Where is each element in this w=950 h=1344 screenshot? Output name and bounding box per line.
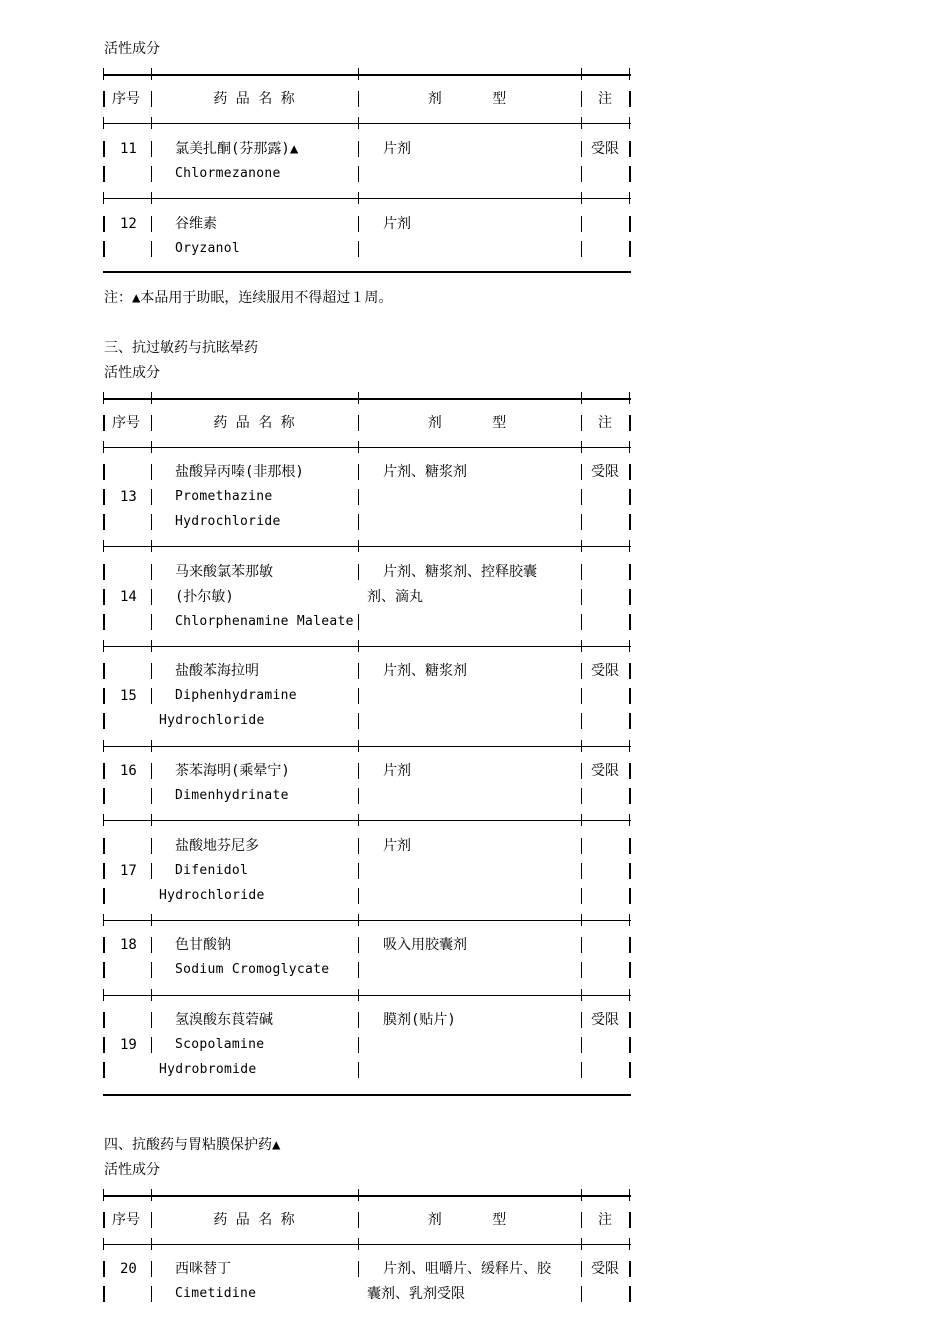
dosage-form: 囊剂、乳剂受限 [367,1286,465,1302]
rule-cross-tick [629,540,630,552]
table-bottom-rule [103,271,631,273]
right-border-segment [629,91,631,107]
column-separator [358,514,359,530]
column-separator [581,688,582,704]
right-border-segment [629,514,631,530]
right-border-segment [629,464,631,480]
rule-cross-tick [629,1238,630,1250]
column-separator [358,1012,359,1028]
rule-cross-tick [358,1238,359,1250]
dosage-form: 片剂、咀嚼片、缓释片、胶 [383,1261,551,1277]
drug-name-en: Oryzanol [175,241,241,256]
rule-cross-tick [581,117,582,129]
rule-cross-tick [629,989,630,1001]
right-border-segment [629,589,631,605]
rule-cross-tick [358,914,359,926]
header-drug-name: 药 品 名 称 [213,91,295,107]
rule-cross-tick [629,1189,630,1201]
rule-cross-tick [103,814,104,826]
left-border-segment [103,91,105,107]
rule-cross-tick [151,68,152,80]
rule-cross-tick [151,441,152,453]
dosage-form: 片剂、糖浆剂 [383,464,467,480]
left-border-segment [103,888,105,904]
rule-cross-tick [358,814,359,826]
drug-name-cn: 盐酸苯海拉明 [175,663,259,679]
header-note: 注 [598,91,612,107]
left-border-segment [103,1286,105,1302]
right-border-segment [629,663,631,679]
rule-cross-tick [358,441,359,453]
column-separator [358,166,359,182]
drug-name-cn: 色甘酸钠 [175,937,231,953]
column-separator [358,241,359,257]
row-number: 14 [120,589,137,605]
rule-cross-tick [103,392,104,404]
column-separator [581,166,582,182]
left-border-segment [103,1261,105,1277]
column-separator [151,1261,152,1277]
right-border-segment [629,1261,631,1277]
row-rule [103,746,631,747]
rule-cross-tick [103,914,104,926]
dosage-form: 片剂 [383,216,411,232]
row-rule [103,646,631,647]
section-subtitle: 活性成分 [104,41,160,57]
row-rule [103,198,631,199]
column-separator [358,415,359,431]
drug-name-en: Difenidol [175,863,249,878]
right-border-segment [629,838,631,854]
header-bottom-rule [103,447,631,448]
left-border-segment [103,663,105,679]
right-border-segment [629,1037,631,1053]
left-border-segment [103,688,105,704]
left-border-segment [103,166,105,182]
column-separator [358,888,359,904]
right-border-segment [629,564,631,580]
header-dosage-form: 剂 型 [427,415,507,431]
right-border-segment [629,1212,631,1228]
column-separator [151,788,152,804]
left-border-segment [103,241,105,257]
rule-cross-tick [103,540,104,552]
header-drug-name: 药 品 名 称 [213,1212,295,1228]
column-separator [581,713,582,729]
right-border-segment [629,614,631,630]
right-border-segment [629,763,631,779]
column-separator [581,663,582,679]
left-border-segment [103,1037,105,1053]
column-separator [581,141,582,157]
column-separator [151,241,152,257]
drug-name-cn: 盐酸地芬尼多 [175,838,259,854]
dosage-form: 剂、滴丸 [367,589,423,605]
left-border-segment [103,216,105,232]
column-separator [581,241,582,257]
note-restricted: 受限 [591,1261,619,1277]
row-number: 12 [120,216,137,232]
column-separator [151,589,152,605]
right-border-segment [629,241,631,257]
column-separator [358,937,359,953]
footnote: 注：▲本品用于助眠，连续服用不得超过１周。 [104,290,393,306]
column-separator [151,415,152,431]
drug-name-en: Hydrochloride [159,713,265,728]
left-border-segment [103,614,105,630]
rule-cross-tick [581,1238,582,1250]
note-restricted: 受限 [591,464,619,480]
left-border-segment [103,464,105,480]
column-separator [151,564,152,580]
left-border-segment [103,1012,105,1028]
drug-name-en: Dimenhydrinate [175,788,289,803]
header-number: 序号 [112,91,140,107]
rule-cross-tick [581,392,582,404]
rule-cross-tick [358,1189,359,1201]
column-separator [151,141,152,157]
header-dosage-form: 剂 型 [427,1212,507,1228]
dosage-form: 片剂、糖浆剂 [383,663,467,679]
column-separator [581,1062,582,1078]
column-separator [358,464,359,480]
right-border-segment [629,415,631,431]
right-border-segment [629,141,631,157]
column-separator [358,489,359,505]
table-top-rule [103,1195,631,1197]
rule-cross-tick [151,117,152,129]
column-separator [358,141,359,157]
row-number: 13 [120,489,137,505]
column-separator [151,514,152,530]
rule-cross-tick [358,740,359,752]
column-separator [151,1037,152,1053]
column-separator [151,1286,152,1302]
drug-name-en: Scopolamine [175,1037,265,1052]
drug-name-cn: 西咪替丁 [175,1261,231,1277]
rule-cross-tick [103,640,104,652]
drug-name-en: Chlorphenamine Maleate [175,614,354,629]
rule-cross-tick [629,441,630,453]
column-separator [358,688,359,704]
column-separator [358,1037,359,1053]
left-border-segment [103,788,105,804]
dosage-form: 片剂 [383,141,411,157]
header-number: 序号 [112,1212,140,1228]
rule-cross-tick [581,192,582,204]
drug-name-en: Diphenhydramine [175,688,297,703]
row-rule [103,920,631,921]
rule-cross-tick [151,989,152,1001]
rule-cross-tick [629,192,630,204]
table-top-rule [103,74,631,76]
drug-name-en: Hydrochloride [175,514,281,529]
rule-cross-tick [581,640,582,652]
note-restricted: 受限 [591,763,619,779]
rule-cross-tick [358,117,359,129]
left-border-segment [103,141,105,157]
left-border-segment [103,415,105,431]
right-border-segment [629,166,631,182]
drug-name-en: Sodium Cromoglycate [175,962,330,977]
rule-cross-tick [629,814,630,826]
dosage-form: 膜剂(贴片) [383,1012,456,1028]
rule-cross-tick [103,989,104,1001]
column-separator [151,688,152,704]
right-border-segment [629,1286,631,1302]
rule-cross-tick [581,740,582,752]
left-border-segment [103,838,105,854]
rule-cross-tick [358,392,359,404]
row-number: 15 [120,688,137,704]
right-border-segment [629,489,631,505]
left-border-segment [103,713,105,729]
header-bottom-rule [103,1244,631,1245]
rule-cross-tick [581,1189,582,1201]
left-border-segment [103,564,105,580]
drug-name-cn: 盐酸异丙嗪(非那根) [175,464,304,480]
right-border-segment [629,937,631,953]
column-separator [151,663,152,679]
column-separator [151,489,152,505]
drug-name-en: Promethazine [175,489,273,504]
drug-name-cn: 谷维素 [175,216,217,232]
column-separator [358,216,359,232]
left-border-segment [103,763,105,779]
left-border-segment [103,589,105,605]
column-separator [358,788,359,804]
rule-cross-tick [581,814,582,826]
rule-cross-tick [581,989,582,1001]
right-border-segment [629,1012,631,1028]
column-separator [581,888,582,904]
column-separator [358,962,359,978]
column-separator [581,614,582,630]
column-separator [151,216,152,232]
column-separator [151,614,152,630]
row-rule [103,820,631,821]
section-subtitle: 活性成分 [104,1162,160,1178]
drug-name-en: Chlormezanone [175,166,281,181]
column-separator [581,91,582,107]
right-border-segment [629,688,631,704]
left-border-segment [103,1212,105,1228]
column-separator [581,464,582,480]
rule-cross-tick [151,1238,152,1250]
drug-name-en: Cimetidine [175,1286,257,1301]
column-separator [358,863,359,879]
column-separator [581,788,582,804]
dosage-form: 片剂 [383,763,411,779]
column-separator [581,863,582,879]
rule-cross-tick [151,814,152,826]
column-separator [151,91,152,107]
column-separator [581,763,582,779]
drug-name-cn: 氯美扎酮(芬那露)▲ [175,141,299,157]
column-separator [151,937,152,953]
right-border-segment [629,788,631,804]
column-separator [358,1212,359,1228]
dosage-form: 吸入用胶囊剂 [383,937,467,953]
column-separator [581,514,582,530]
rule-cross-tick [151,640,152,652]
left-border-segment [103,489,105,505]
left-border-segment [103,937,105,953]
column-separator [581,589,582,605]
rule-cross-tick [103,441,104,453]
rule-cross-tick [629,117,630,129]
column-separator [581,1212,582,1228]
column-separator [581,564,582,580]
column-separator [581,937,582,953]
header-number: 序号 [112,415,140,431]
rule-cross-tick [103,117,104,129]
note-restricted: 受限 [591,1012,619,1028]
rule-cross-tick [151,740,152,752]
rule-cross-tick [358,640,359,652]
table-bottom-rule [103,1094,631,1096]
header-bottom-rule [103,123,631,124]
rule-cross-tick [581,68,582,80]
right-border-segment [629,863,631,879]
row-number: 18 [120,937,137,953]
row-number: 20 [120,1261,137,1277]
rule-cross-tick [151,192,152,204]
right-border-segment [629,1062,631,1078]
column-separator [151,763,152,779]
column-separator [581,838,582,854]
column-separator [358,614,359,630]
column-separator [581,1037,582,1053]
rule-cross-tick [629,640,630,652]
drug-name-cn: 茶苯海明(乘晕宁) [175,763,290,779]
section-subtitle: 活性成分 [104,365,160,381]
row-rule [103,995,631,996]
column-separator [151,863,152,879]
rule-cross-tick [581,914,582,926]
row-number: 11 [120,141,137,157]
section-title: 三、抗过敏药与抗眩晕药 [104,340,258,356]
right-border-segment [629,962,631,978]
rule-cross-tick [151,540,152,552]
column-separator [151,1012,152,1028]
column-separator [151,838,152,854]
column-separator [581,962,582,978]
note-restricted: 受限 [591,663,619,679]
column-separator [581,415,582,431]
column-separator [151,962,152,978]
column-separator [581,1286,582,1302]
rule-cross-tick [629,392,630,404]
rule-cross-tick [629,914,630,926]
column-separator [581,489,582,505]
header-drug-name: 药 品 名 称 [213,415,295,431]
column-separator [581,1261,582,1277]
column-separator [358,1261,359,1277]
rule-cross-tick [151,914,152,926]
column-separator [581,216,582,232]
column-separator [151,1212,152,1228]
column-separator [358,91,359,107]
drug-name-cn-continued: (扑尔敏) [175,589,234,605]
row-rule [103,546,631,547]
column-separator [358,838,359,854]
rule-cross-tick [629,740,630,752]
rule-cross-tick [358,68,359,80]
left-border-segment [103,962,105,978]
column-separator [358,713,359,729]
rule-cross-tick [151,392,152,404]
dosage-form: 片剂、糖浆剂、控释胶囊 [383,564,537,580]
drug-name-en: Hydrochloride [159,888,265,903]
header-dosage-form: 剂 型 [427,91,507,107]
note-restricted: 受限 [591,141,619,157]
rule-cross-tick [581,540,582,552]
dosage-form: 片剂 [383,838,411,854]
left-border-segment [103,1062,105,1078]
rule-cross-tick [103,68,104,80]
column-separator [151,166,152,182]
table-top-rule [103,398,631,400]
right-border-segment [629,888,631,904]
left-border-segment [103,863,105,879]
rule-cross-tick [581,441,582,453]
rule-cross-tick [103,740,104,752]
drug-name-cn: 氢溴酸东莨菪碱 [175,1012,273,1028]
column-separator [358,663,359,679]
rule-cross-tick [151,1189,152,1201]
rule-cross-tick [629,68,630,80]
column-separator [358,1062,359,1078]
column-separator [581,1012,582,1028]
row-number: 19 [120,1037,137,1053]
rule-cross-tick [358,540,359,552]
column-separator [358,564,359,580]
rule-cross-tick [358,192,359,204]
drug-name-cn: 马来酸氯苯那敏 [175,564,273,580]
rule-cross-tick [103,1238,104,1250]
row-number: 16 [120,763,137,779]
right-border-segment [629,216,631,232]
rule-cross-tick [103,192,104,204]
row-number: 17 [120,863,137,879]
rule-cross-tick [103,1189,104,1201]
column-separator [151,464,152,480]
header-note: 注 [598,415,612,431]
column-separator [358,763,359,779]
right-border-segment [629,713,631,729]
rule-cross-tick [358,989,359,1001]
left-border-segment [103,514,105,530]
drug-name-en: Hydrobromide [159,1062,257,1077]
header-note: 注 [598,1212,612,1228]
section-title: 四、抗酸药与胃粘膜保护药▲ [104,1137,281,1153]
